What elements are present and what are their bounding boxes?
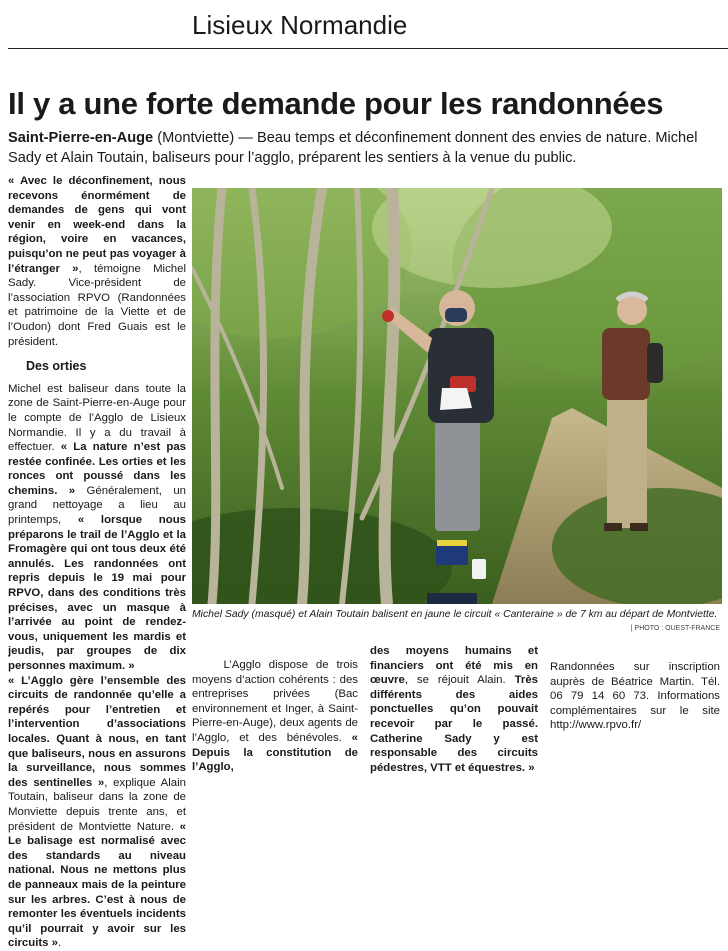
paragraph: « Avec le déconfinement, nous recevons énormément de demandes de gens qui vont venir en week-end dans la région, voire en vacances, puisqu’on ne peut pas voyager à l’étranger », témoigne Michel Sady. Vice-président de l’association RPVO (Randonnées et patrimoine de la Viette et de l’Oudon) dont Fred Guais est le président.: [8, 175, 186, 348]
paragraph: Michel est baliseur dans toute la zone de Saint-Pierre-en-Auge pour le compte de l’Agglo de Lisieux Normandie. Il y a du travail à effectuer. « La nature n’est pas restée confinée. Les orties et les ronces ont poussé dans les chemins. » Généralement, un grand nettoyage a lieu au printemps, « lorsque nous préparons le trail de l’Agglo et la Fromagère qui ont tous deux été annulés. Les randonnées ont repris depuis le 19 mai pour RPVO, dans des conditions très précises, avec un masque à l’arrivée au point de rendez-vous, uniquement les mardis et jeudis, par groupes de dix personnes maximum. »: [8, 382, 186, 672]
lead-text: (Montviette) — Beau temps et déconfinement donnent des envies de nature. Michel Sady et Alain Toutain, baliseurs pour l’agglo, préparent les sentiers à la venue du public.: [8, 130, 698, 166]
article-photo: [192, 188, 722, 604]
article-lead: [8, 128, 723, 168]
subheading: Des orties: [26, 359, 87, 374]
photo-caption: Michel Sady (masqué) et Alain Toutain balisent en jaune le circuit « Canteraine » de 7 km au départ de Montviette.: [192, 609, 718, 620]
paragraph: « L’Agglo gère l’ensemble des circuits de randonnée qu’elle a repérés pour l’entretien et l’intervention d’associations locales. Quant à nous, en tant que baliseurs, nous en assurons la surveillance, nous sommes des sentinelles », explique Alain Toutain, baliseur dans la zone de Monviette depuis trente ans, et président de Montviette Nature. « Le balisage est normalisé avec des standards au niveau national. Nous ne mettons plus de panneaux mais de la peinture sur les arbres. C’est à nous de remonter les éventuels incidents qu’il pourrait y avoir sur les circuits ».: [8, 674, 187, 950]
article-headline: Il y a une forte demande pour les randonnées: [8, 86, 664, 121]
column-1: [8, 174, 186, 951]
column-2: [192, 658, 358, 775]
column-3: [370, 644, 538, 775]
header-rule: [8, 48, 728, 49]
photo-credit: | PHOTO : OUEST-FRANCE: [630, 625, 720, 632]
paragraph: L’Agglo dispose de trois moyens d’action cohérents : des entreprises privées (Bac environnement et Inger, à Saint-Pierre-en-Auge), deux agents de l’Agglo, et des bénévoles. « Depuis la constitution de l’Agglo,: [192, 659, 358, 774]
column-4: [550, 660, 720, 733]
info-paragraph: Randonnées sur inscription auprès de Béatrice Martin. Tél. 06 79 14 60 73. Informations complémentaires sur le site http://www.rpvo.fr/: [550, 661, 720, 732]
lead-place: Saint-Pierre-en-Auge: [8, 130, 154, 146]
section-title: Lisieux Normandie: [192, 10, 408, 40]
paragraph: des moyens humains et financiers ont été mis en œuvre, se réjouit Alain. Très différents des aides ponctuelles qu’on pouvait recevoir par le passé. Catherine Sady y est responsable des circuits pédestres, VTT et équestres. »: [370, 645, 538, 774]
